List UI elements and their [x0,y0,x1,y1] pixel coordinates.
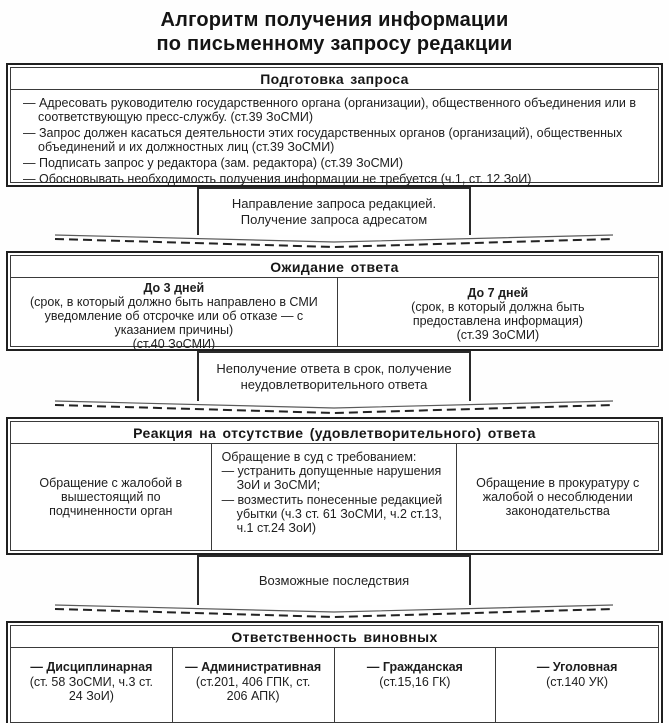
liability-administrative-name: — Административная [185,659,322,674]
page-title-line1: Алгоритм получения информации [160,9,509,31]
arrow-sending-line2: Получение запроса адресатом [240,211,428,227]
reaction-cell-superior [11,444,212,550]
page-title [0,8,669,57]
panel-preparation-frame [10,67,659,186]
panel-preparation-header: Подготовка запроса [11,68,658,90]
down-arrow-icon [0,231,669,251]
reaction-court-intro: Обращение в суд с требованием: [221,449,417,464]
arrow-sending-label-box [197,187,471,235]
liability-administrative-ref: (ст.201, 406 ГПК, ст. 206 АПК) [195,674,311,704]
arrow-no-answer-text: Неполучение ответа в срок, получение неудовлетворительного ответа [216,360,452,392]
panel-reaction-frame [10,421,659,551]
arrow-no-answer-label-box [197,351,471,401]
panel-waiting-body [11,278,658,351]
waiting-cell-7days [338,278,658,346]
preparation-item: — Адресовать руководителю государственного органа (организации), общественного объединения или в соответствующую пресс-службу. (ст.39 ЗоСМИ) [23,95,636,124]
liability-criminal-ref: (ст.140 УК) [546,674,609,689]
reaction-cell-court [212,444,458,550]
waiting-3days-body: (срок, в который должно быть направлено в СМИ уведомление об отсрочке или об отказе — с указанием причины) [30,294,318,337]
reaction-superior-text: Обращение с жалобой в вышестоящий по подчиненности орган [39,475,183,518]
waiting-7days-body: (срок, в который должна быть предоставлена информация) [411,299,585,328]
waiting-7days-ref: (ст.39 ЗоСМИ) [456,327,540,342]
panel-reaction-body [11,444,658,550]
panel-reaction-header: Реакция на отсутствие (удовлетворительного) ответа [11,422,658,444]
down-arrow-icon [0,397,669,417]
flow-arrow-sending [0,187,669,251]
panel-liability-body [11,648,658,722]
arrow-consequences-label-box [197,555,471,605]
reaction-court-item: — устранить допущенные нарушения ЗоИ и ЗоСМИ; [221,463,442,492]
liability-disciplinary-ref: (ст. 58 ЗоСМИ, ч.3 ст. 24 ЗоИ) [29,674,154,704]
arrow-sending-line1: Направление запроса редакцией. [231,195,437,211]
waiting-3days-ref: (ст.40 ЗоСМИ) [132,336,216,351]
waiting-7days-title: До 7 дней [467,285,529,300]
preparation-item: — Подписать запрос у редактора (зам. редактора) (ст.39 ЗоСМИ) [23,155,404,170]
panel-waiting [6,251,663,351]
down-arrow-icon [0,601,669,621]
liability-civil-ref: (ст.15,16 ГК) [379,674,451,689]
reaction-court-item: — возместить понесенные редакцией убытки (ч.3 ст. 61 ЗоСМИ, ч.2 ст.13, ч.1 ст.24 ЗоИ) [221,492,443,535]
flow-arrow-consequences [0,555,669,621]
liability-cell-disciplinary [11,648,173,722]
liability-cell-civil [335,648,497,722]
panel-reaction [6,417,663,555]
panel-waiting-frame [10,255,659,351]
liability-cell-criminal [496,648,658,722]
panel-liability [6,621,663,723]
panel-liability-header: Ответственность виновных [11,626,658,648]
liability-civil-name: — Гражданская [366,659,463,674]
liability-criminal-name: — Уголовная [536,659,618,674]
arrow-consequences-text: Возможные последствия [258,572,410,588]
panel-liability-frame [10,625,659,723]
panel-waiting-header: Ожидание ответа [11,256,658,278]
reaction-prosecutor-text: Обращение в прокуратуру с жалобой о несоблюдении законодательства [476,475,640,518]
page-title-line2: по письменному запросу редакции [156,33,513,56]
waiting-cell-3days [11,278,338,351]
liability-cell-administrative [173,648,335,722]
preparation-item: — Обосновывать необходимость получения информации не требуется (ч.1, ст. 12 ЗоИ) [23,171,532,186]
preparation-item: — Запрос должен касаться деятельности этих государственных органов (организаций), общественных объединений и их должностных лиц (ст.39 ЗоСМИ) [23,125,623,154]
liability-disciplinary-name: — Дисциплинарная [30,659,153,674]
waiting-3days-title: До 3 дней [143,280,205,295]
panel-preparation-body [11,90,658,186]
flow-arrow-no-answer [0,351,669,417]
reaction-cell-prosecutor [457,444,658,550]
panel-preparation [6,63,663,187]
